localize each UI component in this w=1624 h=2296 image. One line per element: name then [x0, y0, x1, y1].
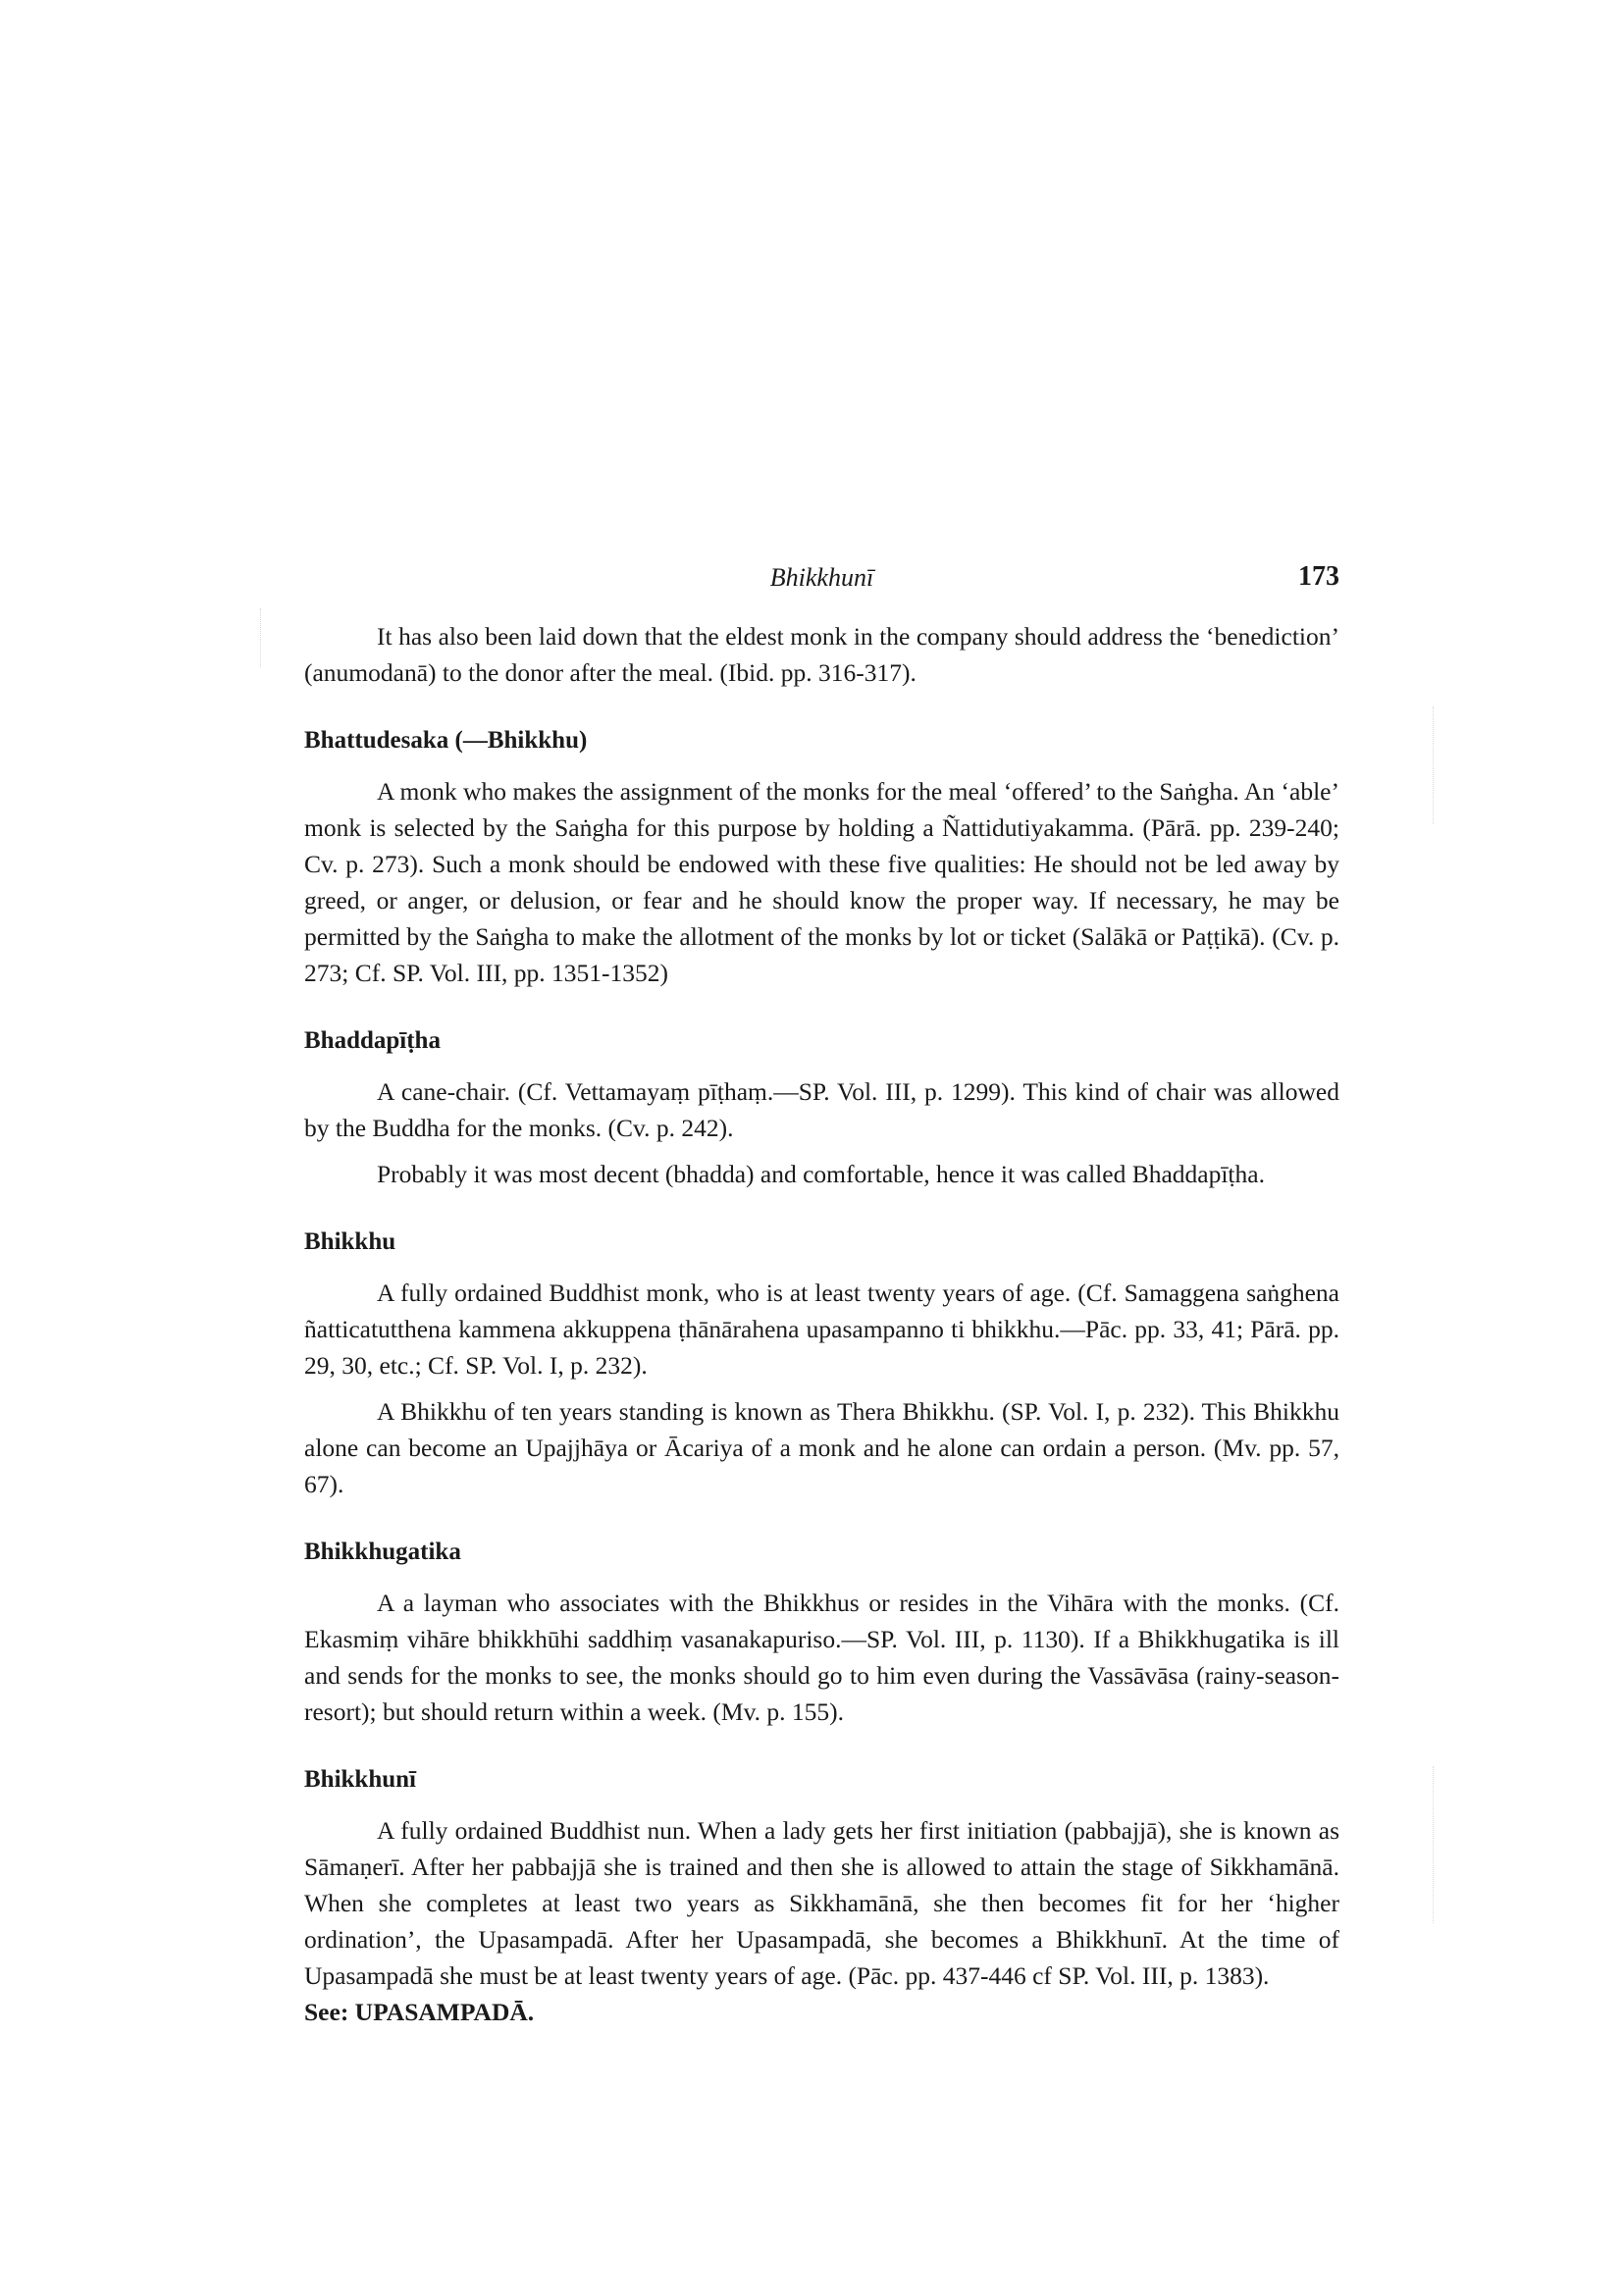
paragraph: A cane-chair. (Cf. Vettamayaṃ pīṭhaṃ.—SP. Vol. III, p. 1299). This kind of chair was allowed by the Buddha for the monks. (Cv. p. 242).: [304, 1077, 1339, 1142]
scan-margin-mark: [1433, 1766, 1434, 1923]
entry-heading: Bhattudesaka (—Bhikkhu): [304, 727, 588, 754]
entry-heading: Bhaddapīṭha: [304, 1027, 441, 1054]
paragraph: A monk who makes the assignment of the monks for the meal ‘offered’ to the Saṅgha. An ‘able’ monk is selected by the Saṅgha for this purpose by holding a Ñattidutiyakamma. (Pārā. pp. 239-240; Cv. p. 273). Such a monk should be endowed with these five qualities: He should not be led away by greed, or anger, or delusion, or fear and he should know the proper way. If necessary, he may be permitted by the Saṅgha to make the allotment of the monks by lot or ticket (Salākā or Paṭṭikā). (Cv. p. 273; Cf. SP. Vol. III, pp. 1351-1352): [304, 777, 1339, 987]
paragraph: A Bhikkhu of ten years standing is known as Thera Bhikkhu. (SP. Vol. I, p. 232). This Bhikkhu alone can become an Upajjhāya or Ācariya of a monk and he alone can ordain a person. (Mv. pp. 57, 67).: [304, 1397, 1339, 1498]
paragraph: Probably it was most decent (bhadda) and comfortable, hence it was called Bhaddapīṭha.: [377, 1160, 1265, 1188]
running-title: Bhikkhunī: [769, 563, 874, 592]
running-head: [304, 557, 1339, 597]
paragraph: A a layman who associates with the Bhikkhus or resides in the Vihāra with the monks. (Cf. Ekasmiṃ vihāre bhikkhūhi saddhiṃ vasanakapuriso.—SP. Vol. III, p. 1130). If a Bhikkhugatika is ill and sends for the monks to see, the monks should go to him even during the Vassāvāsa (rainy-season-resort); but should return within a week. (Mv. p. 155).: [304, 1589, 1339, 1726]
entry-bhaddapitha: [304, 1024, 1339, 1192]
entry-bhikkhu: [304, 1226, 1339, 1502]
see-also-reference: See: UPASAMPADĀ.: [304, 1998, 535, 2026]
paragraph: It has also been laid down that the eldest monk in the company should address the ‘benediction’ (anumodanā) to the donor after the meal. (Ibid. pp. 316-317).: [304, 622, 1339, 687]
page-number: 173: [1298, 561, 1339, 592]
paragraph: A fully ordained Buddhist nun. When a lady gets her first initiation (pabbajjā), she is known as Sāmaṇerī. After her pabbajjā she is trained and then she is allowed to attain the stage of Sikkhamānā. When she completes at least two years as Sikkhamānā, she then becomes fit for her ‘higher ordination’, the Upasampadā. After her Upasampadā, she becomes a Bhikkhunī. At the time of Upasampadā she must be at least twenty years of age. (Pāc. pp. 437-446 cf SP. Vol. III, p. 1383).: [304, 1816, 1339, 1990]
scan-margin-mark: [1433, 706, 1434, 824]
entry-heading: Bhikkhugatika: [304, 1539, 461, 1565]
entry-bhattudesaka: [304, 724, 1339, 991]
entry-heading: Bhikkhu: [304, 1228, 396, 1255]
entry-continuation: [304, 618, 1339, 691]
paragraph: A fully ordained Buddhist monk, who is at least twenty years of age. (Cf. Samaggena saṅghena ñatticatutthena kammena akkuppena ṭhānārahena upasampanno ti bhikkhu.—Pāc. pp. 33, 41; Pārā. pp. 29, 30, etc.; Cf. SP. Vol. I, p. 232).: [304, 1278, 1339, 1380]
entry-heading: Bhikkhunī: [304, 1766, 416, 1793]
entry-bhikkhugatika: [304, 1536, 1339, 1730]
entry-bhikkhuni: [304, 1763, 1339, 2030]
scan-margin-mark: [260, 608, 261, 667]
dictionary-content: [304, 618, 1339, 2030]
